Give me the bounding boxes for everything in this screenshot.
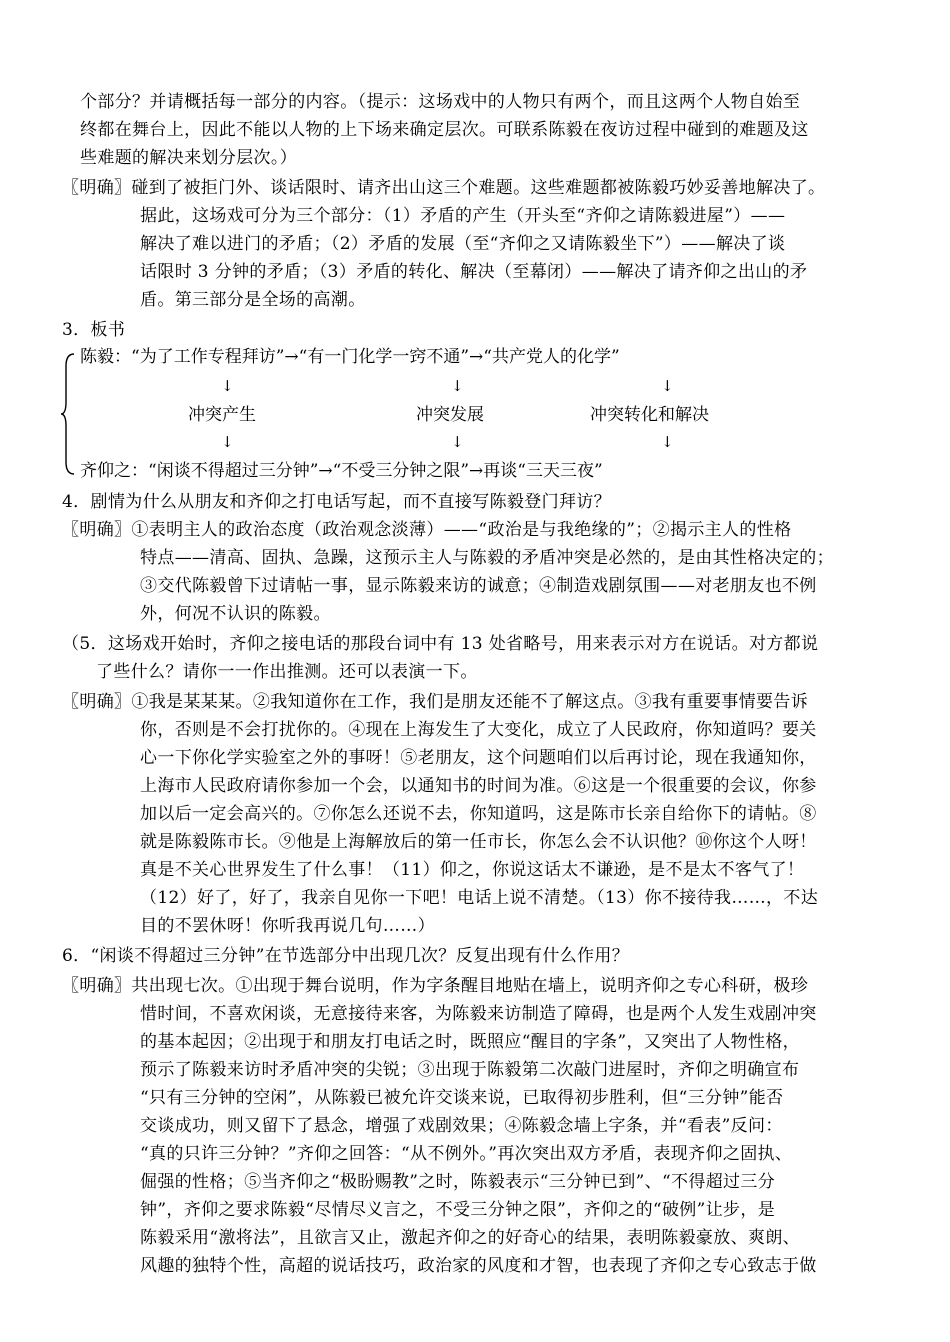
text-line: 盾。第三部分是全场的高潮。 [140, 290, 366, 310]
text-line: 目的不罢休呀！你听我再说几句……） [140, 916, 435, 936]
question-line: 4．剧情为什么从朋友和齐仰之打电话写起，而不直接写陈毅登门拜访？ [62, 492, 612, 512]
text-line: 上海市人民政府请你参加一个会，以通知书的时间为准。⑥这是一个很重要的会议，你参 [140, 776, 817, 796]
text-line: （12）好了，好了，我亲自见你一下吧！电话上说不清楚。（13）你不接待我……，不达 [140, 888, 819, 908]
down-arrow: ↓ [221, 377, 234, 395]
text-line: 些难题的解决来划分层次。） [80, 148, 298, 168]
diagram-mid-2: 冲突发展 [416, 405, 484, 425]
text-line: 钟”，齐仰之要求陈毅“尽情尽义言之，不受三分钟之限”，齐仰之的“破例”让步，是 [140, 1200, 776, 1220]
text-line: 的基本起因；②出现于和朋友打电话之时，既照应“醒目的字条”，又突出了人物性格， [140, 1032, 801, 1052]
question-line: 6．“闲谈不得超过三分钟”在节选部分中出现几次？反复出现有什么作用？ [62, 946, 630, 966]
text-line: 据此，这场戏可分为三个部分：（1）矛盾的产生（开头至“齐仰之请陈毅进屋”）—— [140, 206, 786, 226]
text-line: 特点——清高、固执、急躁，这预示主人与陈毅的矛盾冲突是必然的，是由其性格决定的； [140, 548, 834, 568]
text-line: 交谈成功，则又留下了悬念，增强了戏剧效果；④陈毅念墙上字条，并“看表”反问： [140, 1116, 783, 1136]
text-line: 了些什么？请你一一作出推测。还可以表演一下。 [96, 662, 478, 682]
question-line: （5．这场戏开始时，齐仰之接电话的那段台词中有 13 处省略号，用来表示对方在说话。对方都说 [62, 634, 819, 654]
answer-line: 〖明确〗共出现七次。①出现于舞台说明，作为字条醒目地贴在墙上，说明齐仰之专心科研，极珍 [62, 976, 809, 996]
text-line: “真的只许三分钟？”齐仰之回答：“从不例外。”再次突出双方矛盾，表现齐仰之固执、 [140, 1144, 793, 1164]
answer-line: 〖明确〗①我是某某某。②我知道你在工作，我们是朋友还能不了解这点。③我有重要事情要告诉 [62, 692, 809, 712]
down-arrow: ↓ [451, 377, 464, 395]
down-arrow: ↓ [221, 433, 234, 451]
diagram-row-qiyangzhi: 齐仰之：“闲谈不得超过三分钟”→“不受三分钟之限”→再谈“三天三夜” [80, 461, 603, 481]
text-line: “只有三分钟的空闲”，从陈毅已被允许交谈来说，已取得初步胜利，但“三分钟”能否 [140, 1088, 784, 1108]
text-line: 就是陈毅陈市长。⑨他是上海解放后的第一任市长，你怎么会不认识他？⑩你这个人呀！ [140, 832, 817, 852]
diagram-row-chenyi: 陈毅：“为了工作专程拜访”→“有一门化学一窍不通”→“共产党人的化学” [80, 347, 620, 367]
text-line: 外，何况不认识的陈毅。 [140, 604, 331, 624]
down-arrow: ↓ [661, 433, 674, 451]
diagram-mid-1: 冲突产生 [188, 405, 256, 425]
diagram-mid-3: 冲突转化和解决 [590, 405, 709, 425]
text-line: 解决了难以进门的矛盾；（2）矛盾的发展（至“齐仰之又请陈毅坐下”）——解决了谈 [140, 234, 786, 254]
text-line: 你，否则是不会打扰你的。④现在上海发生了大变化，成立了人民政府，你知道吗？要关 [140, 720, 817, 740]
text-line: 陈毅采用“激将法”，且欲言又止，激起齐仰之的好奇心的结果，表明陈毅豪放、爽朗、 [140, 1228, 801, 1248]
brace-icon [60, 352, 76, 476]
answer-line: 〖明确〗①表明主人的政治态度（政治观念淡薄）——“政治是与我绝缘的”；②揭示主人的性格 [62, 520, 792, 540]
answer-line: 〖明确〗碰到了被拒门外、谈话限时、请齐出山这三个难题。这些难题都被陈毅巧妙妥善地解决了。 [62, 178, 826, 198]
board-diagram [60, 344, 760, 484]
text-line: 话限时 3 分钟的矛盾；（3）矛盾的转化、解决（至幕闭）——解决了请齐仰之出山的矛 [140, 262, 808, 282]
text-line: 加以后一定会高兴的。⑦你怎么还说不去，你知道吗，这是陈市长亲自给你下的请帖。⑧ [140, 804, 817, 824]
section-heading: 3．板书 [62, 320, 126, 340]
text-line: 心一下你化学实验室之外的事呀！⑤老朋友，这个问题咱们以后再讨论，现在我通知你， [140, 748, 817, 768]
down-arrow: ↓ [451, 433, 464, 451]
text-line: 真是不关心世界发生了什么事！（11）仰之，你说这话太不谦逊，是不是太不客气了！ [140, 860, 805, 880]
text-line: 终都在舞台上，因此不能以人物的上下场来确定层次。可联系陈毅在夜访过程中碰到的难题及这 [80, 120, 809, 140]
down-arrow: ↓ [661, 377, 674, 395]
text-line: ③交代陈毅曾下过请帖一事，显示陈毅来访的诚意；④制造戏剧氛围——对老朋友也不例 [140, 576, 817, 596]
text-line: 风趣的独特个性，高超的说话技巧，政治家的风度和才智，也表现了齐仰之专心致志于做 [140, 1256, 817, 1276]
text-line: 个部分？并请概括每一部分的内容。（提示：这场戏中的人物只有两个，而且这两个人物自始至 [80, 92, 801, 112]
text-line: 倔强的性格；⑤当齐仰之“极盼赐教”之时，陈毅表示“三分钟已到”、“不得超过三分 [140, 1172, 776, 1192]
text-line: 惜时间，不喜欢闲谈，无意接待来客，为陈毅来访制造了障碍，也是两个人发生戏剧冲突 [140, 1004, 817, 1024]
text-line: 预示了陈毅来访时矛盾冲突的尖锐；③出现于陈毅第二次敲门进屋时，齐仰之明确宣布 [140, 1060, 800, 1080]
